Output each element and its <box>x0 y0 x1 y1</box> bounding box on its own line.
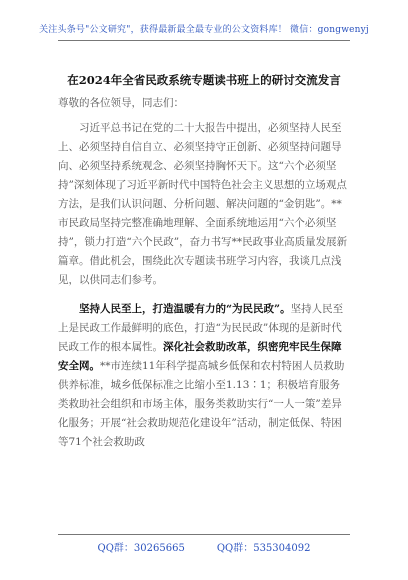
paragraph-intro: 习近平总书记在党的二十大报告中提出，必须坚持人民至上、必须坚持自信自立、必须坚持守正创新、必须坚持问题导向、必须坚持系统观念、必须坚持胸怀天下。这“六个必须坚持”深刻体现了习近平新时代中国特色社会主义思想的立场观点方法，是我们认识问题、分析问题、解决问题的“金钥匙”。**市民政局坚持完整准确地理解、全面系统地运用“六个必须坚持”，锁力打造“六个民政”，奋力书写**民政事业高质量发展新篇章。借此机会，围绕此次专题读书班学习内容，我谈几点浅见，以供同志们参考。 <box>58 122 348 286</box>
section-subheading: 深化社会救助改革，织密兜牢民生保障安全网。 <box>58 341 342 372</box>
document-body <box>58 94 350 462</box>
footer-qq-group-1: QQ群：30265665 <box>97 543 185 554</box>
footer-qq-group-2: QQ群：535304092 <box>216 543 311 554</box>
paragraph-section-1 <box>58 300 350 452</box>
salutation: 尊敬的各位领导，同志们： <box>58 97 184 109</box>
section-heading: 坚持人民至上，打造温暖有力的“为民民政”。 <box>79 303 291 315</box>
document-title: 在2024年全省民政系统专题读书班上的研讨交流发言 <box>67 73 341 87</box>
section-text-2: **市连续11年科学提高城乡低保和农村特困人员救助供养标准，城乡低保标准之比缩小至1.13∶1；积极培育服务类救助社会组织和市场主体，服务类救助实行“一人一策”差异化服务；开展“社会救助规范化建设年”活动，制定低保、特困等71个社会救助政 <box>58 360 345 448</box>
footer <box>0 539 408 554</box>
section-text-1: 坚持人民至上是民政工作最鲜明的底色，打造“为民民政”体现的是新时代民政工作的根本属性。 <box>58 303 344 353</box>
footer-divider <box>58 534 350 535</box>
header-divider <box>58 40 350 41</box>
header-banner: 关注头条号"公文研究"，获得最新最全最专业的公文资料库！ 微信：gongwenyj <box>39 25 369 35</box>
